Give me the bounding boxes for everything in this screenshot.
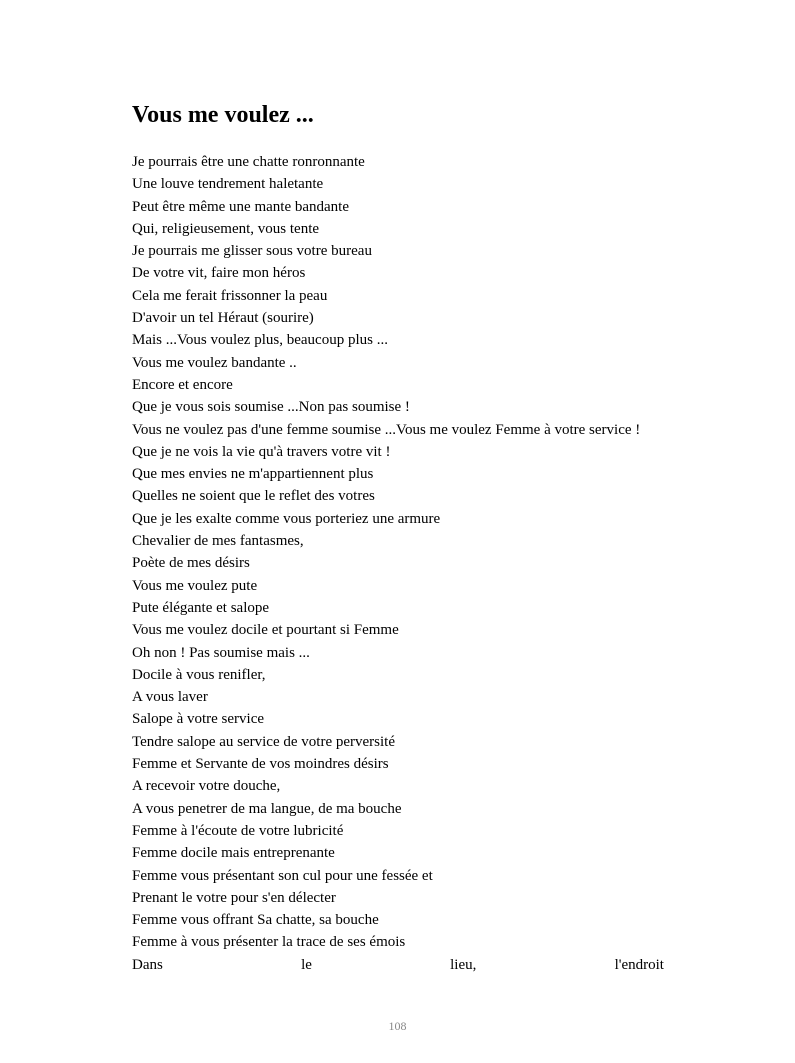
poem-line: Vous me voulez docile et pourtant si Femme <box>132 622 399 639</box>
poem-line: A vous penetrer de ma langue, de ma bouche <box>132 800 402 817</box>
poem-line: Femme docile mais entreprenante <box>132 845 335 862</box>
poem-line: Que mes envies ne m'appartiennent plus <box>132 466 374 483</box>
poem-title: Vous me voulez ... <box>132 102 314 128</box>
poem-line: Que je vous sois soumise ...Non pas soumise ! <box>132 399 410 416</box>
poem-last-line <box>132 954 664 976</box>
poem-line: Mais ...Vous voulez plus, beaucoup plus ... <box>132 332 388 349</box>
poem-line: Femme et Servante de vos moindres désirs <box>132 756 389 773</box>
poem-line: Oh non ! Pas soumise mais ... <box>132 644 310 661</box>
poem-line: Pute élégante et salope <box>132 599 270 616</box>
poem-line: Vous me voulez bandante .. <box>132 354 297 371</box>
poem-line: Cela me ferait frissonner la peau <box>132 287 328 304</box>
page-number: 108 <box>388 1019 407 1033</box>
poem-body <box>132 151 664 976</box>
poem-line: De votre vit, faire mon héros <box>132 265 306 282</box>
poem-line: Je pourrais être une chatte ronronnante <box>132 154 365 170</box>
poem-line: Que je les exalte comme vous porteriez une armure <box>132 510 441 527</box>
poem-line: Salope à votre service <box>132 711 265 728</box>
poem-line: Chevalier de mes fantasmes, <box>132 533 304 550</box>
poem-line: Prenant le votre pour s'en délecter <box>132 889 336 906</box>
poem-line: Tendre salope au service de votre perversité <box>132 733 395 750</box>
last-line-word: l'endroit <box>614 956 664 973</box>
poem-line: Femme vous offrant Sa chatte, sa bouche <box>132 912 379 929</box>
poem-line: Peut être même une mante bandante <box>132 198 349 215</box>
poem-line: A recevoir votre douche, <box>132 778 281 795</box>
poem-line: Poète de mes désirs <box>132 555 250 572</box>
poem-line: Femme à l'écoute de votre lubricité <box>132 822 344 839</box>
poem-line: Une louve tendrement haletante <box>132 176 324 193</box>
last-line-word: lieu, <box>450 956 477 973</box>
poem-line: Femme à vous présenter la trace de ses émois <box>132 934 406 951</box>
poem-line: D'avoir un tel Héraut (sourire) <box>132 310 314 327</box>
poem-line: Femme vous présentant son cul pour une fessée et <box>132 867 433 884</box>
poem-line: Que je ne vois la vie qu'à travers votre vit ! <box>132 443 391 460</box>
poem-line: Encore et encore <box>132 376 233 393</box>
poem-line: Quelles ne soient que le reflet des votres <box>132 488 375 505</box>
poem-line: A vous laver <box>132 689 208 706</box>
poem-line: Vous me voulez pute <box>132 577 258 594</box>
poem-line: Docile à vous renifler, <box>132 666 266 683</box>
poem-line: Vous ne voulez pas d'une femme soumise ...Vous me voulez Femme à votre service ! <box>132 421 641 438</box>
last-line-word: Dans <box>132 956 163 973</box>
poem-line: Je pourrais me glisser sous votre bureau <box>132 243 372 260</box>
last-line-word: le <box>301 956 312 973</box>
poem-line: Qui, religieusement, vous tente <box>132 220 320 237</box>
